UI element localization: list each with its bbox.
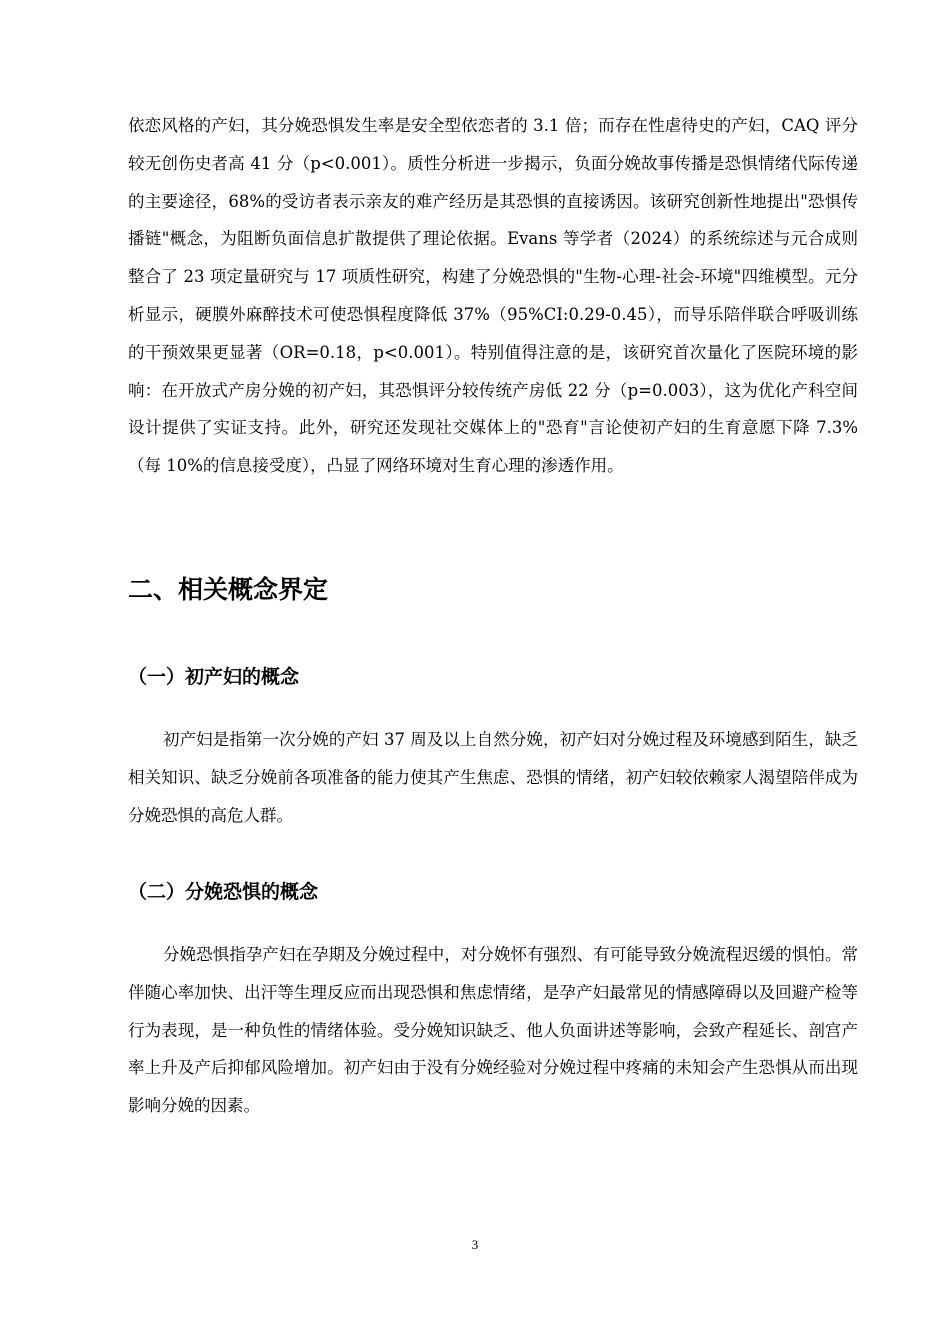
page-number: 3 <box>471 1237 479 1252</box>
subsection-heading-primipara: （一）初产妇的概念 <box>128 666 300 688</box>
body-paragraph-primipara: 初产妇是指第一次分娩的产妇 37 周及以上自然分娩，初产妇对分娩过程及环境感到陌生，缺乏相关知识、缺乏分娩前各项准备的能力使其产生焦虑、恐惧的情绪，初产妇较依赖家人渴望陪伴成为分娩恐惧的高危人群。 <box>128 730 858 825</box>
body-paragraph-childbirth-fear: 分娩恐惧指孕产妇在孕期及分娩过程中，对分娩怀有强烈、有可能导致分娩流程迟缓的惧怕。常伴随心率加快、出汗等生理反应而出现恐惧和焦虑情绪，是孕产妇最常见的情感障碍以及回避产检等行为表现，是一种负性的情绪体验。受分娩知识缺乏、他人负面讲述等影响，会致产程延长、剖宫产率上升及产后抑郁风险增加。初产妇由于没有分娩经验对分娩过程中疼痛的未知会产生恐惧从而出现影响分娩的因素。 <box>128 945 858 1116</box>
body-paragraph-continued: 依恋风格的产妇，其分娩恐惧发生率是安全型依恋者的 3.1 倍；而存在性虐待史的产妇，CAQ 评分较无创伤史者高 41 分（p<0.001）。质性分析进一步揭示，负面分娩故事传播是恐惧情绪代际传递的主要途径，68%的受访者表示亲友的难产经历是其恐惧的直接诱因。该研究创新性地提出"恐惧传播链"概念，为阻断负面信息扩散提供了理论依据。Evans 等学者（2024）的系统综述与元合成则整合了 23 项定量研究与 17 项质性研究，构建了分娩恐惧的"生物-心理-社会-环境"四维模型。元分析显示，硬膜外麻醉技术可使恐惧程度降低 37%（95%CI:0.29-0.45），而导乐陪伴联合呼吸训练的干预效果更显著（OR=0.18，p<0.001）。特别值得注意的是，该研究首次量化了医院环境的影响：在开放式产房分娩的初产妇，其恐惧评分较传统产房低 22 分（p=0.003），这为优化产科空间设计提供了实证支持。此外，研究还发现社交媒体上的"恐育"言论使初产妇的生育意愿下降 7.3%（每 10%的信息接受度），凸显了网络环境对生育心理的渗透作用。 <box>128 116 858 476</box>
section-heading: 二、相关概念界定 <box>128 575 329 604</box>
subsection-heading-childbirth-fear: （二）分娩恐惧的概念 <box>128 881 319 903</box>
